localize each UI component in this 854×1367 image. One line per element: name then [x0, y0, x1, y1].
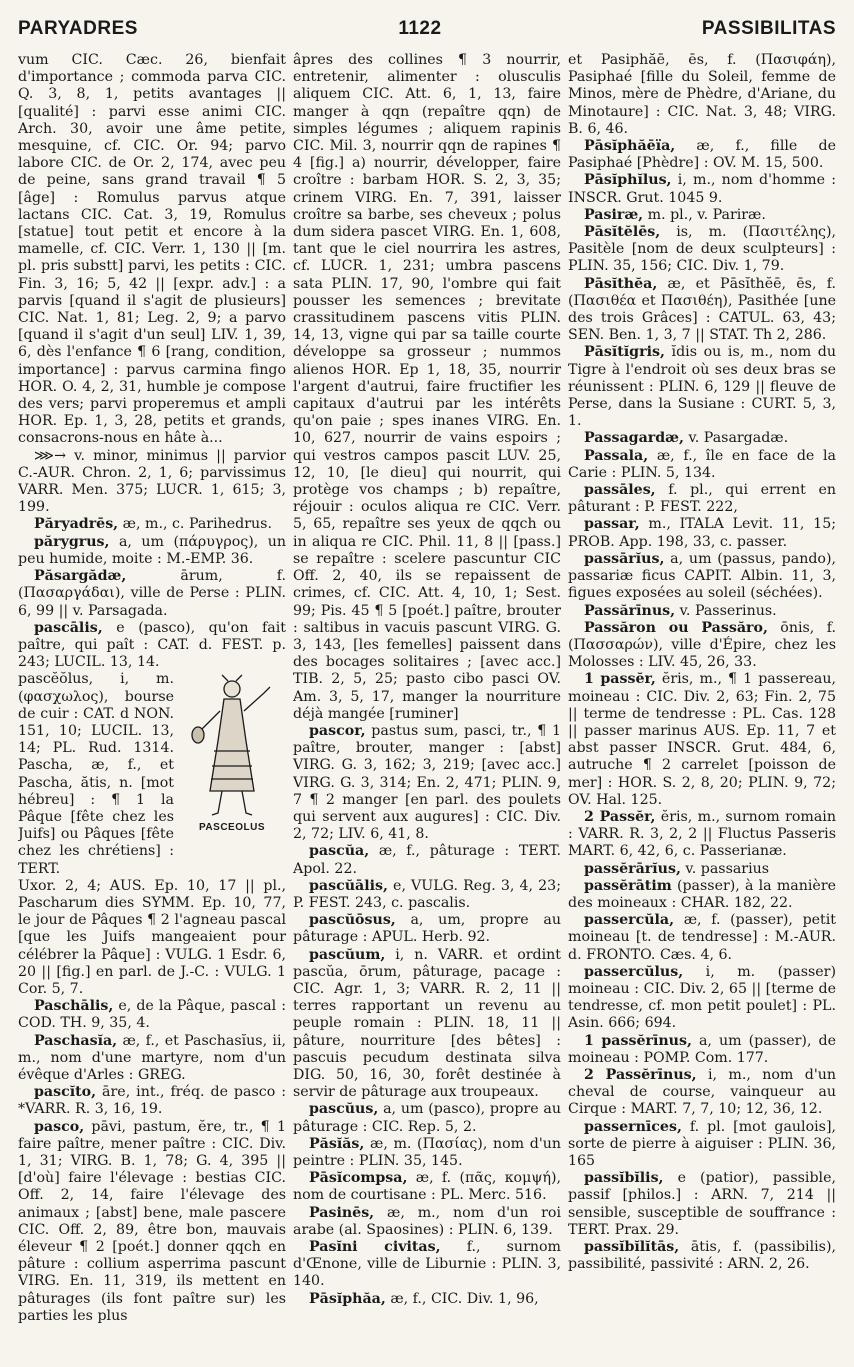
dictionary-entry [293, 912, 561, 946]
entry-definition: Uxor. 2, 4; AUS. Ep. 10, 17 || pl., Pascharum dies SYMM. Ep. 10, 77, le jour de Pâques ¶ 2 l'agneau pascal [que les Juifs mangeaient pour célébrer la Pâque] : VULG. 1 Esdr. 6, 20 || [fig.] en parl. de J.-C. : VULG. 1 Cor. 5, 7. [18, 877, 286, 997]
entry-headword: pasco, [34, 1118, 85, 1135]
dictionary-entry [568, 878, 836, 912]
entry-headword: 2 Passĕrīnus, [584, 1066, 697, 1083]
entry-definition: m., ITALA Levit. 11, 15; PROB. App. 198, 33, c. passer. [568, 516, 836, 550]
entry-definition: a, um (πάρυγρος), un peu humide, moite : M.-EMP. 36. [18, 533, 286, 567]
entry-definition: æ, f. (πᾶς, κομψή), nom de courtisane : PL. Merc. 516. [293, 1170, 561, 1204]
dictionary-entry [18, 1033, 286, 1085]
entry-headword: Pāsĭtĕlēs, [584, 224, 661, 241]
figure-pasceolus [178, 671, 286, 877]
entry-headword: Pasiræ, [584, 206, 644, 223]
dictionary-entry [568, 224, 836, 276]
entry-headword: passercŭla, [584, 912, 675, 929]
entry-definition: a, um (passer), de moineau : POMP. Com. 177. [568, 1032, 836, 1066]
entry-definition: a, um (pasco), propre au pâturage : CIC. Rep. 5, 2. [293, 1101, 561, 1135]
dictionary-entry [293, 947, 561, 1102]
entry-definition: a, um (passus, pando), passariæ ficus CAPIT. Albin. 11, 3, figues exposées au soleil (séchées). [568, 550, 836, 602]
dictionary-entry [293, 843, 561, 877]
dictionary-entry [18, 52, 286, 448]
entry-definition: æ, et Pāsĭthĕē, ēs, f. (Πασιθέα et Πασιθέη), Pasithée [une des trois Grâces] : CATUL. 63, 43; SEN. Ben. 1, 3, 7 || STAT. Th 2, 286. [568, 275, 836, 344]
entry-definition: æ, f., île en face de la Carie : PLIN. 5, 134. [568, 447, 836, 481]
entry-headword: Pāsĭtĭgris, [584, 344, 665, 361]
entry-headword: passāles, [584, 482, 656, 499]
entry-definition: i, n. VARR. et ordint pascŭa, ōrum, pâturage, pacage : CIC. Agr. 1, 3; VARR. R. 2, 11 || terres rapportant un revenu au peuple romain : PLIN. 18, 11 || pâture, nourriture [des bêtes] : pascuis pecudum destinata silva DIG. 50, 16, 30, forêt destinée à servir de pâturage aux troupeaux. [293, 946, 561, 1101]
entry-headword: Pāsĭphĭlus, [584, 172, 672, 189]
entry-headword: 2 Passĕr, [584, 808, 656, 825]
entry-headword: Păryadrēs, [34, 516, 119, 533]
entry-headword: pascālis, [34, 619, 103, 636]
dictionary-entry [293, 1101, 561, 1135]
dictionary-entry [568, 603, 836, 620]
entry-definition: is, m. (Πασιτέλης), Pasitèle [nom de deux sculpteurs] : PLIN. 35, 156; CIC. Div. 1, 79. [568, 224, 836, 275]
entry-definition: ĭdis ou is, m., nom du Tigre à l'endroit où ses deux bras se réunissent : PLIN. 6, 129 || fleuve de Perse, dans la Susiane : CURT. 5, 3, 1. [568, 344, 836, 430]
dictionary-entry [18, 998, 286, 1032]
dictionary-entry [18, 878, 286, 998]
entry-definition: æ, f. (passer), petit moineau [t. de tendresse] : M.-AUR. d. FRONTO. Cæs. 4, 6. [568, 912, 836, 963]
entry-definition: ⋙→ v. minor, minimus || parvior C.-AUR. Chron. 2, 1, 6; parvissimus VARR. Men. 375; LUCR. 1, 615; 3, 199. [18, 447, 286, 516]
entry-headword: Pāsĭphăa, [309, 1290, 386, 1307]
dictionary-entry [18, 568, 286, 620]
dictionary-entry [568, 551, 836, 603]
entry-definition: v. Pasargadæ. [683, 430, 789, 447]
entry-headword: pascŭus, [309, 1101, 379, 1118]
dictionary-entry [568, 861, 836, 878]
entry-definition: i, m., nom d'un cheval de course, vainqueur au Cirque : MART. 7, 7, 10; 12, 36, 12. [568, 1066, 836, 1118]
dictionary-entry [568, 912, 836, 964]
entry-headword: pascŭālis, [309, 877, 388, 894]
dictionary-entry [18, 620, 286, 672]
dictionary-entry [568, 1170, 836, 1239]
entry-definition: et Pasiphăē, ēs, f. (Πασιφάη), Pasiphaé [fille du Soleil, femme de Minos, mère de Phèdre, d'Ariane, du Minotaure] : CIC. Nat. 3, 48; VIRG. B. 6, 46. [568, 52, 836, 137]
entry-headword: Pāsĭthĕa, [584, 275, 658, 292]
dictionary-entry [293, 1291, 561, 1308]
dictionary-entry [568, 172, 836, 206]
entry-headword: Pāsĭphăēïa, [584, 138, 676, 155]
dictionary-entry [568, 1239, 836, 1273]
entry-headword: passĕrātim [584, 877, 672, 894]
dictionary-entry [568, 138, 836, 172]
entry-headword: Pāsĭcompsa, [309, 1170, 408, 1187]
entry-definition: āre, int., fréq. de pasco : *VARR. R. 3, 16, 19. [18, 1084, 286, 1118]
entry-headword: Pasinēs, [309, 1204, 375, 1221]
entry-definition: i, m., nom d'homme : INSCR. Grut. 1045 9. [568, 172, 836, 206]
entry-headword: passar, [584, 516, 640, 533]
entry-definition: pāvi, pastum, ĕre, tr., ¶ 1 faire paître, mener paître : CIC. Div. 1, 31; VIRG. B. 1, 78; G. 4, 395 || [d'où] faire l'élevage : bestias CIC. Off. 2, 14, faire l'élevage des animaux ; [abst] bene, male pascere CIC. Off. 2, 89, être bon, mauvais éleveur ¶ 2 [poét.] donner qqch en pâture : collium asperrima pascunt VIRG. En. 11, 319, ils mettent en pâturages (ils font paître sur) les parties les plus [18, 1118, 286, 1324]
entry-definition: æ, m., nom d'un roi arabe (al. Spaosines) : PLIN. 6, 139. [293, 1204, 561, 1238]
entry-definition: f. pl., qui errent en pâturant : P. FEST. 222, [568, 482, 836, 516]
figure-caption: PASCEOLUS [199, 822, 265, 834]
entry-definition: pastus sum, pasci, tr., ¶ 1 paître, brouter, manger : [abst] VIRG. G. 3, 162; 3, 219; [avec acc.] VIRG. G. 3, 314; En. 2, 471; PLIN. 9, 7 ¶ 2 manger [en parl. des poulets qui servent aux augures] : CIC. Div. 2, 72; LIV. 6, 41, 8. [293, 722, 561, 843]
entry-headword: pascŭa, [309, 843, 370, 860]
dictionary-entry [568, 448, 836, 482]
entry-headword: Păsĭăs, [309, 1135, 365, 1152]
entry-definition: æ, m. (Πασίας), nom d'un peintre : PLIN. 35, 145. [293, 1135, 561, 1169]
entry-definition: e, de la Pâque, pascal : COD. TH. 9, 35, 4. [18, 998, 286, 1032]
dictionary-entry [568, 482, 836, 516]
entry-headword: Passărīnus, [584, 602, 676, 619]
entry-definition: m. pl., v. Pariræ. [643, 206, 766, 223]
entry-headword: pascĭto, [34, 1084, 97, 1101]
entry-definition: f., surnom d'Œnone, ville de Liburnie : PLIN. 3, 140. [293, 1239, 561, 1290]
dictionary-entry [568, 516, 836, 550]
dictionary-entry [293, 1136, 561, 1170]
dictionary-entry [293, 878, 561, 912]
figure-row [18, 671, 286, 877]
entry-headword: passĭbĭlĭtās, [584, 1239, 680, 1256]
entry-definition: vum CIC. Cæc. 26, bienfait d'importance ; commoda parva CIC. Q. 3, 8, 1, petits avantages || [qualité] : parvi esse animi CIC. Arch. 30, avoir une âme petite, mesquine, cf. CIC. Or. 94; parvo labore CIC. de Or. 2, 174, avec peu de peine, sans grand travail ¶ 5 [âge] : Romulus parvus atque lactans CIC. Cat. 3, 19, Romulus [statue] tout petit et encore à la mamelle, cf. CIC. Verr. 1, 130 || [m. pl. pris substt] parvi, les petits : CIC. Fin. 3, 16; 5, 42 || [expr. adv.] : a parvis [quand il s'agit de plusieurs] CIC. Nat. 1, 81; Leg. 2, 9; a parvo [quand il s'agit d'un seul] LIV. 1, 39, 6, dès l'enfance ¶ 6 [rang, condition, importance] : parvus carmina fingo HOR. O. 4, 2, 31, humble je compose des vers; parvi properemus et ampli HOR. Ep. 1, 3, 28, petits et grands, consacrons-nous en hâte à... [18, 52, 286, 447]
column-2 [293, 52, 561, 1352]
dictionary-entry [568, 430, 836, 447]
entry-definition: (passer), à la manière des moineaux : CHAR. 182, 22. [568, 877, 836, 911]
column-1 [18, 52, 286, 1352]
entry-definition: ārum, f. (Πασαργάδαι), ville de Perse : PLIN. 6, 99 || v. Parsagada. [18, 568, 286, 619]
dictionary-entry [293, 723, 561, 843]
entry-headword: Passagardæ, [584, 430, 684, 447]
entry-definition: v. Passerinus. [675, 602, 777, 619]
dictionary-entry [568, 809, 836, 861]
entry-definition: âpres des collines ¶ 3 nourrir, entretenir, alimenter : olusculis aliquem CIC. Att. 6, 1, 13, faire manger à qqn (repaître qqn) de simples légumes ; aliquem rapinis CIC. Mil. 3, nourrir qqn de rapines ¶ 4 [fig.] a) nourrir, développer, faire croître : barbam HOR. S. 2, 3, 35; crinem VIRG. En. 7, 391, laisser croître sa barbe, ses cheveux ; polus dum sidera pascet VIRG. En. 1, 608, tant que le ciel nourrira les astres, cf. LUCR. 1, 231; umbra pascens sata PLIN. 17, 90, l'ombre qui fait pousser les semences ; brevitate crassitudinem pascens vitis PLIN. 14, 13, vigne qui par sa taille courte développe sa grosseur ; nummos alienos HOR. Ep 1, 18, 35, nourrir l'argent d'autrui, faire fructifier les capitaux d'autrui par les intérêts qu'on paie ; spes inanes VIRG. En. 10, 627, nourrir de vains espoirs ; qui vestros campos pascit LUV. 25, 12, 10, [le dieu] qui nourrit, qui protège vos champs ; b) repaître, réjouir : oculos aliqua re CIC. Verr. 5, 65, repaître ses yeux de qqch ou in aliqua re CIC. Phil. 11, 8 || [pass.] se repaître : scelere pascuntur CIC Off. 2, 40, ils se repaissent de crimes, cf. CIC. Att. 4, 10, 1; Sest. 99; Pis. 45 ¶ 5 [poét.] paître, brouter : saltibus in vacuis pascunt VIRG. G. 3, 143, [les femelles] paissent dans des bocages solitaires ; [avec acc.] TIB. 2, 5, 25; pasto cibo pasci OV. Am. 3, 5, 17, manger la nourriture déjà mangée [ruminer] [293, 52, 561, 722]
dictionary-entry [568, 1067, 836, 1119]
entry-headword: Paschālis, [34, 998, 114, 1015]
dictionary-entry [293, 1205, 561, 1239]
dictionary-entry [568, 52, 836, 138]
page-number: 1122 [398, 18, 442, 39]
dictionary-entry [18, 534, 286, 568]
entry-definition: ĕris, m., ¶ 1 passereau, moineau : CIC. Div. 2, 63; Fin. 2, 75 || terme de tendresse : PL. Cas. 128 || passer marinus AUS. Ep. 11, 7 et abst passer INSCR. Grut. 484, 6, autruche ¶ 2 carrelet [poisson de mer] : HOR. S. 2, 8, 20; PLIN. 9, 72; OV. Hal. 125. [568, 671, 836, 808]
dictionary-entry [568, 344, 836, 430]
dictionary-entry [568, 276, 836, 345]
entry-headword: părygrus, [34, 533, 110, 550]
page-header [18, 14, 836, 44]
entry-headword: pascŭum, [309, 946, 386, 963]
dictionary-entry [568, 207, 836, 224]
dictionary-entry [568, 671, 836, 809]
entry-definition: e (pasco), qu'on fait paître, qui paît : CAT. d. FEST. p. 243; LUCIL. 13, 14. [18, 619, 286, 671]
entry-headword: Passala, [584, 447, 649, 464]
dictionary-entry [18, 1119, 286, 1325]
dictionary-entry [568, 964, 836, 1033]
entry-headword: pascŭōsus, [309, 912, 396, 929]
dictionary-entry [18, 1084, 286, 1118]
entry-definition: e, VULG. Reg. 3, 4, 23; P. FEST. 243, c. pascalis. [293, 877, 561, 911]
dictionary-columns [18, 52, 836, 1352]
dictionary-entry [568, 1033, 836, 1067]
dictionary-entry [293, 52, 561, 723]
entry-definition: ōnis, f. (Πασσαρών), ville d'Épire, chez les Molosses : LIV. 45, 26, 33. [568, 619, 836, 671]
dictionary-entry [568, 1119, 836, 1171]
entry-headword: Passăron ou Passăro, [584, 619, 768, 636]
entry-headword: 1 passĕr, [584, 671, 656, 688]
entry-headword: pascor, [309, 722, 366, 739]
entry-definition: æ, f., CIC. Div. 1, 96, [385, 1290, 539, 1307]
entry-headword: passĕrārĭus, [584, 860, 681, 877]
column-3 [568, 52, 836, 1352]
dictionary-entry [293, 1239, 561, 1291]
entry-definition: æ, f., fille de Pasiphaé [Phèdre] : OV. M. 15, 500. [568, 138, 836, 172]
header-right-word: PASSIBILITAS [701, 18, 836, 39]
dictionary-entry [293, 1170, 561, 1204]
entry-pasceolus-pascha: pascĕŏlus, i, m. (φασχωλος), bourse de cuir : CAT. d NON. 151, 10; LUCIL. 13, 14; PL. Rud. 1314. Pascha, æ, f., et Pascha, ătis, n. [mot hébreu] : ¶ 1 la Pâque [fête chez les Juifs] ou Pâques [fête chez les chrétiens] : TERT. [18, 671, 174, 877]
entry-definition: a, um, propre au pâturage : APUL. Herb. 92. [293, 912, 561, 946]
entry-definition: i, m. (passer) moineau : CIC. Div. 2, 65 || [terme de tendresse, cf. mon petit poulet] : PL. Asin. 666; 694. [568, 963, 836, 1032]
entry-headword: 1 passĕrīnus, [584, 1032, 692, 1049]
entry-definition: æ, f., pâturage : TERT. Apol. 22. [293, 843, 561, 877]
entry-headword: passercŭlus, [584, 963, 684, 980]
entry-headword: passernīces, [584, 1118, 682, 1135]
entry-definition: ātis, f. (passibilis), passibilité, passivité : ARN. 2, 26. [568, 1239, 836, 1273]
entry-definition: æ, f., et Paschasĭus, ii, m., nom d'une martyre, nom d'un évêque d'Arles : GREG. [18, 1032, 286, 1083]
entry-headword: Paschasĭa, [34, 1032, 118, 1049]
figure-illustration [182, 671, 282, 819]
entry-headword: Pasĭni civitas, [309, 1239, 441, 1256]
entry-definition: æ, m., c. Parihedrus. [118, 516, 272, 533]
entry-headword: passĭbĭlis, [584, 1170, 664, 1187]
entry-headword: passārĭus, [584, 550, 665, 567]
entry-definition: f. pl. [mot gaulois], sorte de pierre à aiguiser : PLIN. 36, 165 [568, 1118, 836, 1169]
header-left-word: PARYADRES [18, 18, 138, 39]
dictionary-entry [18, 516, 286, 533]
entry-definition: v. passarius [680, 860, 770, 877]
entry-headword: Păsargădæ, [34, 568, 127, 585]
dictionary-entry [568, 620, 836, 672]
entry-definition: e (patior), passible, passif [philos.] : ARN. 7, 214 || sensible, susceptible de souffrance : TERT. Prax. 29. [568, 1170, 836, 1238]
dictionary-entry [18, 448, 286, 517]
entry-definition: ĕris, m., surnom romain : VARR. R. 3, 2, 2 || Fluctus Passeris MART. 6, 42, 6, c. Passerianæ. [568, 808, 836, 860]
